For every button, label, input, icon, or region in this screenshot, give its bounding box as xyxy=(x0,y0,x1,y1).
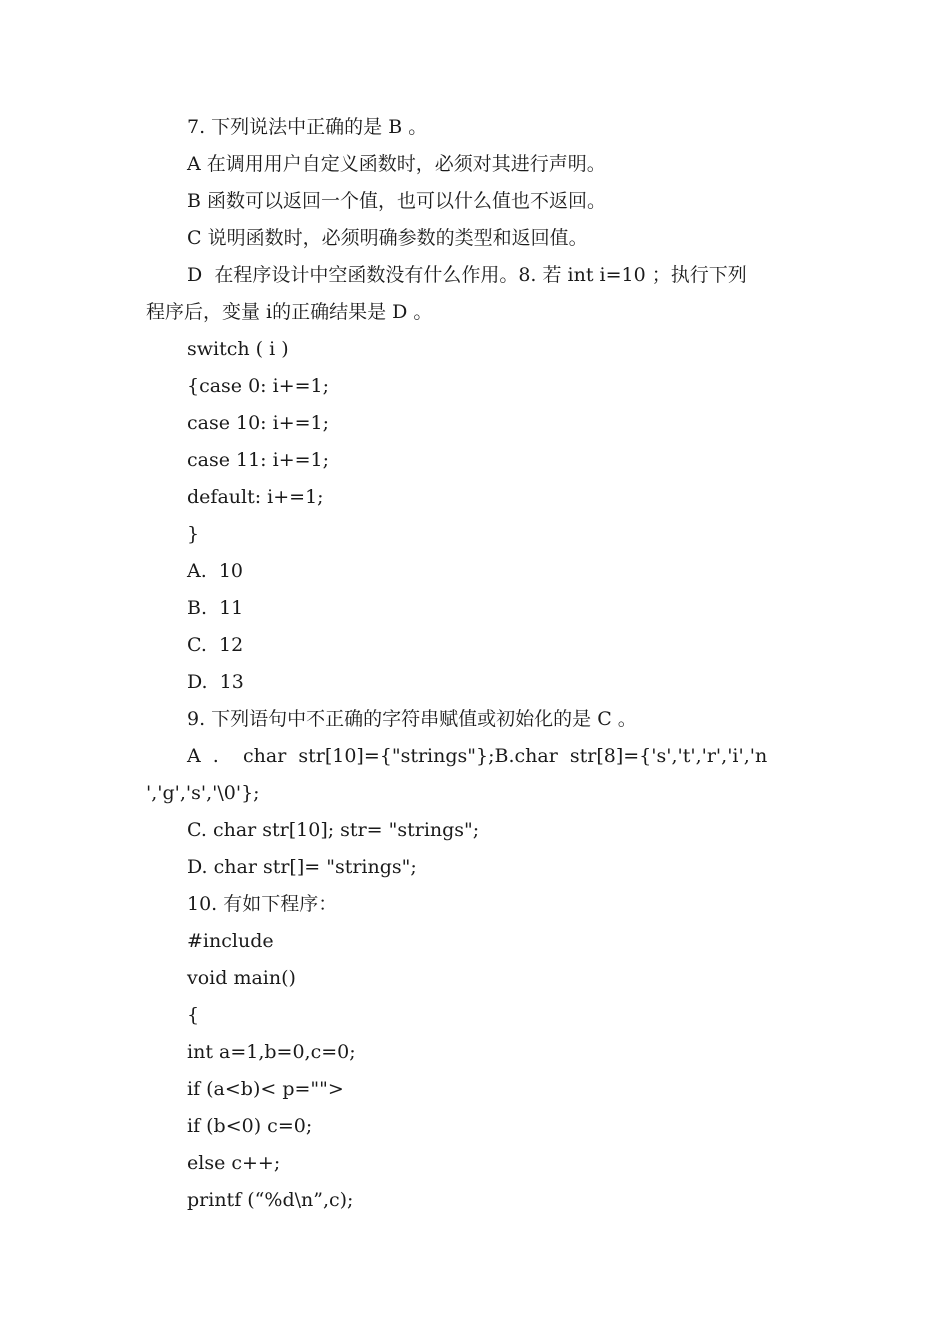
code-line: int a=1,b=0,c=0; xyxy=(187,1041,356,1063)
question-9-options-a-b: A . char str[10]={"strings"};B.char str[8]={'s','t','r','i','n xyxy=(187,745,768,767)
question-8-option-b: B. 11 xyxy=(187,597,244,619)
question-7-stem: 7. 下列说法中正确的是 B 。 xyxy=(187,116,428,138)
code-line: if (b<0) c=0; xyxy=(187,1115,313,1137)
question-9-option-b-continued: ','g','s','\0'}; xyxy=(146,782,260,804)
question-8-option-a: A. 10 xyxy=(187,560,244,582)
code-line: void main() xyxy=(187,967,296,989)
question-8-stem-continued: 程序后，变量 i的正确结果是 D 。 xyxy=(146,301,433,323)
code-line: case 11: i+=1; xyxy=(187,449,330,471)
code-line: switch ( i ) xyxy=(187,338,289,360)
question-7-option-d-and-question-8-stem: D 在程序设计中空函数没有什么作用。8. 若 int i=10 ；执行下列 xyxy=(187,264,747,286)
question-8-option-c: C. 12 xyxy=(187,634,244,656)
code-line: printf (“%d\n”,c); xyxy=(187,1189,354,1211)
question-7-option-a: A 在调用用户自定义函数时，必须对其进行声明。 xyxy=(187,153,606,175)
code-line: case 10: i+=1; xyxy=(187,412,330,434)
code-line: default: i+=1; xyxy=(187,486,324,508)
question-7-option-c: C 说明函数时，必须明确参数的类型和返回值。 xyxy=(187,227,588,249)
question-9-stem: 9. 下列语句中不正确的字符串赋值或初始化的是 C 。 xyxy=(187,708,637,730)
code-line: } xyxy=(187,523,200,545)
question-10-stem: 10. 有如下程序： xyxy=(187,893,338,915)
code-line: if (a<b)< p=""> xyxy=(187,1078,344,1100)
code-line: else c++; xyxy=(187,1152,281,1174)
code-line: #include xyxy=(187,930,274,952)
question-7-option-b: B 函数可以返回一个值，也可以什么值也不返回。 xyxy=(187,190,607,212)
question-8-option-d: D. 13 xyxy=(187,671,244,693)
question-9-option-c: C. char str[10]; str= "strings"; xyxy=(187,819,480,841)
code-line: { xyxy=(187,1004,200,1026)
question-9-option-d: D. char str[]= "strings"; xyxy=(187,856,417,878)
code-line: {case 0: i+=1; xyxy=(187,375,330,397)
